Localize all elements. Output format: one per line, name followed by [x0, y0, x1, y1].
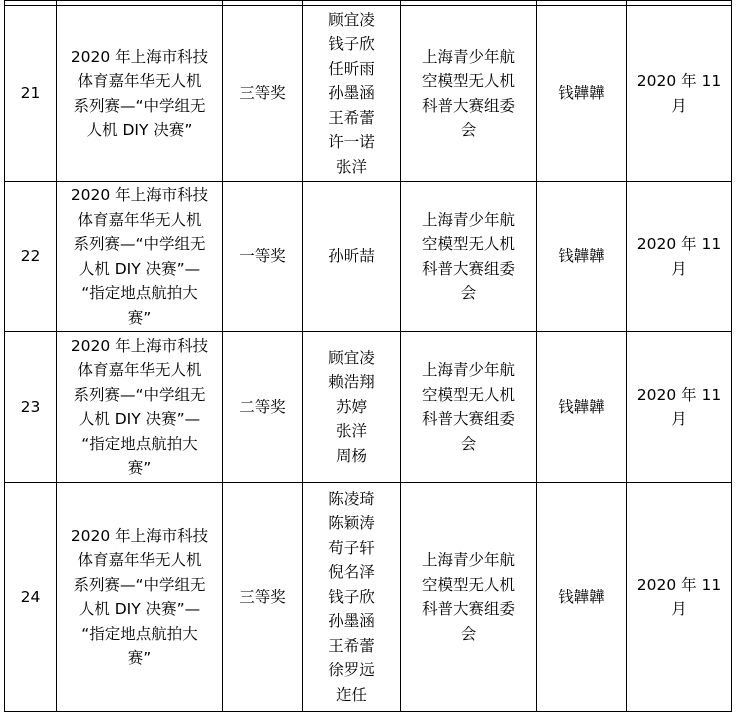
awards-table — [4, 0, 732, 712]
event-name: 2020 年上海市科技 体育嘉年华无人机 系列赛—“中学组无 人机 DIY 决赛” — [57, 6, 223, 182]
award-date: 2020 年 11 月 — [627, 6, 732, 182]
organizer: 上海青少年航 空模型无人机 科普大赛组委 会 — [401, 332, 537, 483]
prize-level: 三等奖 — [223, 6, 303, 182]
table-row — [5, 182, 732, 332]
row-number: 23 — [5, 332, 57, 483]
student-names: 顾宜凌 赖浩翔 苏婷 张洋 周杨 — [303, 332, 401, 483]
event-name: 2020 年上海市科技 体育嘉年华无人机 系列赛—“中学组无 人机 DIY 决赛”— “指定地点航拍大 赛” — [57, 483, 223, 712]
award-date: 2020 年 11 月 — [627, 332, 732, 483]
award-date: 2020 年 11 月 — [627, 483, 732, 712]
row-number: 21 — [5, 6, 57, 182]
row-number: 22 — [5, 182, 57, 332]
award-date: 2020 年 11 月 — [627, 182, 732, 332]
prize-level: 一等奖 — [223, 182, 303, 332]
event-name: 2020 年上海市科技 体育嘉年华无人机 系列赛—“中学组无 人机 DIY 决赛”— “指定地点航拍大 赛” — [57, 332, 223, 483]
student-names: 顾宜凌 钱子欣 任昕雨 孙墨涵 王希蕾 许一诺 张洋 — [303, 6, 401, 182]
organizer: 上海青少年航 空模型无人机 科普大赛组委 会 — [401, 483, 537, 712]
student-names: 孙昕喆 — [303, 182, 401, 332]
table-row — [5, 483, 732, 712]
prize-level: 二等奖 — [223, 332, 303, 483]
student-names: 陈凌琦 陈颖涛 苟子轩 倪名泽 钱子欣 孙墨涵 王希蕾 徐罗远 迮任 — [303, 483, 401, 712]
organizer: 上海青少年航 空模型无人机 科普大赛组委 会 — [401, 182, 537, 332]
teacher-name: 钱韡韡 — [537, 182, 627, 332]
table-row — [5, 6, 732, 182]
row-number: 24 — [5, 483, 57, 712]
organizer: 上海青少年航 空模型无人机 科普大赛组委 会 — [401, 6, 537, 182]
prize-level: 三等奖 — [223, 483, 303, 712]
teacher-name: 钱韡韡 — [537, 6, 627, 182]
table-row — [5, 332, 732, 483]
event-name: 2020 年上海市科技 体育嘉年华无人机 系列赛—“中学组无 人机 DIY 决赛”— “指定地点航拍大 赛” — [57, 182, 223, 332]
teacher-name: 钱韡韡 — [537, 332, 627, 483]
teacher-name: 钱韡韡 — [537, 483, 627, 712]
